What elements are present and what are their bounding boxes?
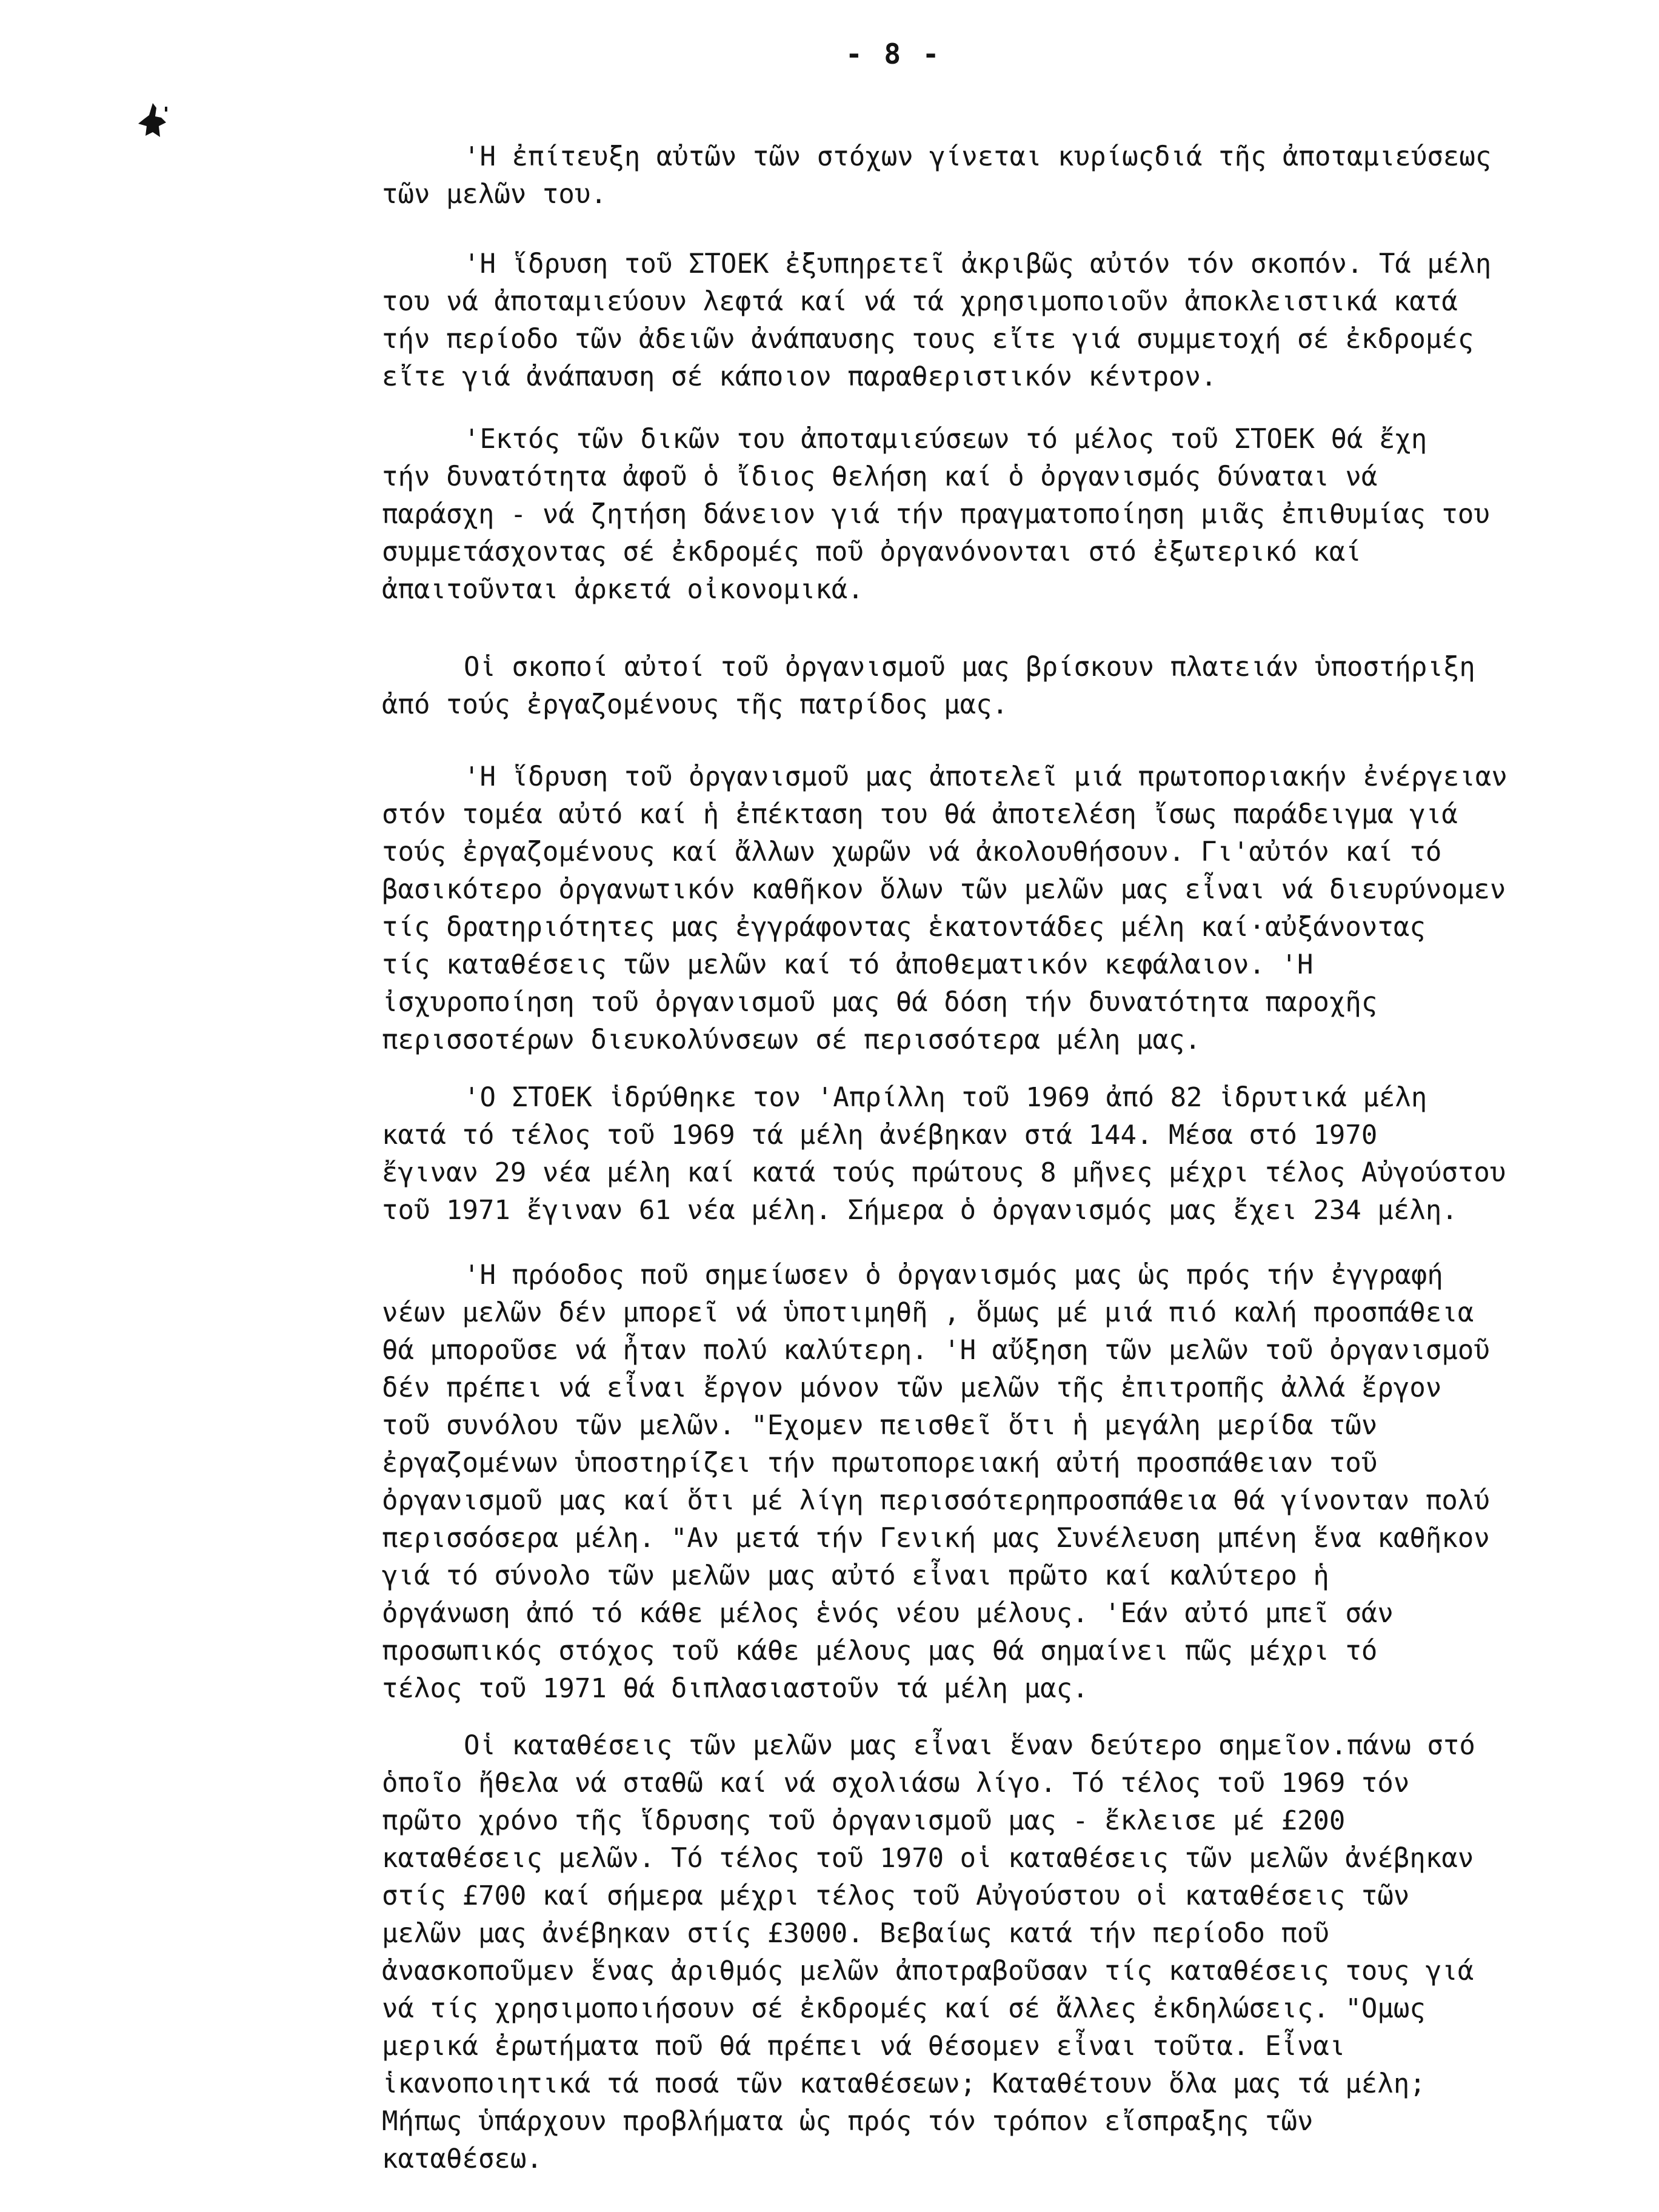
text-line: ἀνασκοποῦμεν ἕνας ἀριθμός μελῶν ἀποτραβοῦσαν τίς καταθέσεις τους γιά bbox=[382, 1956, 1474, 1986]
text-line: συμμετάσχοντας σέ ἐκδρομές ποῦ ὀργανόνονται στό ἐξωτερικό καί bbox=[382, 536, 1361, 567]
text-line: 'Η ἵδρυση τοῦ ΣΤΟΕΚ ἐξυπηρετεῖ ἀκριβῶς αὐτόν τόν σκοπόν. Τά μέλη bbox=[464, 249, 1492, 279]
text-line: καταθέσεω. bbox=[382, 2144, 542, 2174]
text-line: θά μποροῦσε νά ἦταν πολύ καλύτερη. 'Η αὔξηση τῶν μελῶν τοῦ ὀργανισμοῦ bbox=[382, 1335, 1490, 1366]
text-line: εἴτε γιά ἀνάπαυση σέ κάποιον παραθεριστικόν κέντρον. bbox=[382, 361, 1217, 392]
text-line: 'Η ἐπίτευξη αὐτῶν τῶν στόχων γίνεται κυρίωςδιά τῆς ἀποταμιεύσεως bbox=[464, 141, 1492, 172]
text-line: ἱκανοποιητικά τά ποσά τῶν καταθέσεων; Καταθέτουν ὅλα μας τά μέλη; bbox=[382, 2068, 1426, 2099]
text-line: τέλος τοῦ 1971 θά διπλασιαστοῦν τά μέλη μας. bbox=[382, 1673, 1089, 1704]
text-line: τούς ἐργαζομένους καί ἄλλων χωρῶν νά ἀκολουθήσουν. Γι'αὐτόν καί τό bbox=[382, 837, 1442, 867]
text-line: τῶν μελῶν του. bbox=[382, 179, 607, 210]
text-line: Οἱ σκοποί αὐτοί τοῦ ὀργανισμοῦ μας βρίσκουν πλατειάν ὑποστήριξη bbox=[464, 652, 1475, 683]
text-line: ὁποῖο ἤθελα νά σταθῶ καί νά σχολιάσω λίγο. Τό τέλος τοῦ 1969 τόν bbox=[382, 1768, 1410, 1799]
page-number: - 8 - bbox=[846, 38, 942, 70]
text-line: 'Εκτός τῶν δικῶν του ἀποταμιεύσεων τό μέλος τοῦ ΣΤΟΕΚ θά ἔχη bbox=[464, 424, 1427, 455]
text-line: του νά ἀποταμιεύουν λεφτά καί νά τά χρησιμοποιοῦν ἀποκλειστικά κατά bbox=[382, 286, 1458, 317]
text-line: Μήπως ὑπάρχουν προβλήματα ὡς πρός τόν τρόπον εἴσπραξης τῶν bbox=[382, 2106, 1314, 2137]
text-line: μελῶν μας ἀνέβηκαν στίς £3000. Βεβαίως κατά τήν περίοδο ποῦ bbox=[382, 1918, 1329, 1949]
text-line: γιά τό σύνολο τῶν μελῶν μας αὐτό εἶναι πρῶτο καί καλύτερο ἡ bbox=[382, 1560, 1329, 1591]
text-line: 'Ο ΣΤΟΕΚ ἱδρύθηκε τον 'Απρίλλη τοῦ 1969 ἀπό 82 ἱδρυτικά μέλη bbox=[464, 1082, 1427, 1113]
text-line: τοῦ 1971 ἔγιναν 61 νέα μέλη. Σήμερα ὁ ὀργανισμός μας ἔχει 234 μέλη. bbox=[382, 1195, 1458, 1226]
text-line: πρῶτο χρόνο τῆς ἵδρυσης τοῦ ὀργανισμοῦ μας - ἔκλεισε μέ £200 bbox=[382, 1805, 1346, 1836]
text-line: παράσχη - νά ζητήση δάνειον γιά τήν πραγματοποίηση μιᾶς ἐπιθυμίας του bbox=[382, 499, 1490, 530]
text-line: προσωπικός στόχος τοῦ κάθε μέλους μας θά σημαίνει πῶς μέχρι τό bbox=[382, 1636, 1378, 1666]
text-line: νέων μελῶν δέν μπορεῖ νά ὑποτιμηθῆ , ὅμως μέ μιά πιό καλή προσπάθεια bbox=[382, 1297, 1474, 1328]
text-line: κατά τό τέλος τοῦ 1969 τά μέλη ἀνέβηκαν στά 144. Μέσα στό 1970 bbox=[382, 1120, 1378, 1151]
text-line: στόν τομέα αὐτό καί ἡ ἐπέκταση του θά ἀποτελέση ἴσως παράδειγμα γιά bbox=[382, 799, 1458, 830]
paragraph-7 bbox=[382, 1257, 1594, 1708]
text-line: ἀπαιτοῦνται ἀρκετά οἰκονομικά. bbox=[382, 574, 864, 605]
text-line: τίς δρατηριότητες μας ἐγγράφοντας ἑκατοντάδες μέλη καί·αὐξάνοντας bbox=[382, 912, 1426, 943]
paragraph-8 bbox=[382, 1727, 1594, 2178]
text-line: τίς καταθέσεις τῶν μελῶν καί τό ἀποθεματικόν κεφάλαιον. 'Η bbox=[382, 949, 1314, 980]
paragraph-4 bbox=[382, 649, 1594, 724]
text-line: καταθέσεις μελῶν. Τό τέλος τοῦ 1970 οἱ καταθέσεις τῶν μελῶν ἀνέβηκαν bbox=[382, 1843, 1474, 1874]
paragraph-3 bbox=[382, 421, 1594, 609]
text-line: 'Η πρόοδος ποῦ σημείωσεν ὁ ὀργανισμός μας ὡς πρός τήν ἐγγραφή bbox=[464, 1260, 1443, 1291]
paragraph-1 bbox=[382, 138, 1594, 213]
text-line: ἰσχυροποίηση τοῦ ὀργανισμοῦ μας θά δόση τήν δυνατότητα παροχῆς bbox=[382, 987, 1378, 1018]
text-line: ἀπό τούς ἐργαζομένους τῆς πατρίδος μας. bbox=[382, 689, 1009, 720]
text-line: τοῦ συνόλου τῶν μελῶν. "Εχομεν πεισθεῖ ὅτι ἡ μεγάλη μερίδα τῶν bbox=[382, 1410, 1378, 1441]
text-line: 'Η ἵδρυση τοῦ ὀργανισμοῦ μας ἀποτελεῖ μιά πρωτοποριακήν ἐνέργειαν bbox=[464, 761, 1507, 792]
text-line: ἐργαζομένων ὑποστηρίζει τήν πρωτοπορειακή αὐτή προσπάθειαν τοῦ bbox=[382, 1448, 1378, 1479]
text-line: στίς £700 καί σήμερα μέχρι τέλος τοῦ Αὐγούστου οἱ καταθέσεις τῶν bbox=[382, 1880, 1410, 1911]
text-line: τήν περίοδο τῶν ἀδειῶν ἀνάπαυσης τους εἴτε γιά συμμετοχή σέ ἐκδρομές bbox=[382, 324, 1474, 355]
paragraph-2 bbox=[382, 246, 1594, 396]
text-line: ἔγιναν 29 νέα μέλη καί κατά τούς πρώτους 8 μῆνες μέχρι τέλος Αὐγούστου bbox=[382, 1157, 1506, 1188]
text-line: μερικά ἐρωτήματα ποῦ θά πρέπει νά θέσομεν εἶναι τοῦτα. Εἶναι bbox=[382, 2031, 1346, 2062]
text-line: δέν πρέπει νά εἶναι ἔργον μόνον τῶν μελῶν τῆς ἐπιτροπῆς ἀλλά ἔργον bbox=[382, 1372, 1442, 1403]
punch-hole-mark bbox=[135, 102, 170, 139]
paragraph-6 bbox=[382, 1079, 1594, 1229]
paragraph-5 bbox=[382, 758, 1594, 1059]
text-line: περισσόσερα μέλη. "Αν μετά τήν Γενική μας Συνέλευση μπένη ἕνα καθῆκον bbox=[382, 1523, 1490, 1554]
text-line: Οἱ καταθέσεις τῶν μελῶν μας εἶναι ἕναν δεύτερο σημεῖον.πάνω στό bbox=[464, 1730, 1475, 1761]
text-line: ὀργανισμοῦ μας καί ὅτι μέ λίγη περισσότερηπροσπάθεια θά γίνονταν πολύ bbox=[382, 1485, 1490, 1516]
text-line: ὀργάνωση ἀπό τό κάθε μέλος ἑνός νέου μέλους. 'Εάν αὐτό μπεῖ σάν bbox=[382, 1598, 1394, 1629]
text-line: νά τίς χρησιμοποιήσουν σέ ἐκδρομές καί σέ ἄλλες ἐκδηλώσεις. "Ομως bbox=[382, 1993, 1426, 2024]
text-line: βασικότερο ὀργανωτικόν καθῆκον ὅλων τῶν μελῶν μας εἶναι νά διευρύνομεν bbox=[382, 874, 1506, 905]
text-line: τήν δυνατότητα ἀφοῦ ὁ ἴδιος θελήση καί ὁ ὀργανισμός δύναται νά bbox=[382, 461, 1378, 492]
text-line: περισσοτέρων διευκολύνσεων σέ περισσότερα μέλη μας. bbox=[382, 1024, 1201, 1055]
